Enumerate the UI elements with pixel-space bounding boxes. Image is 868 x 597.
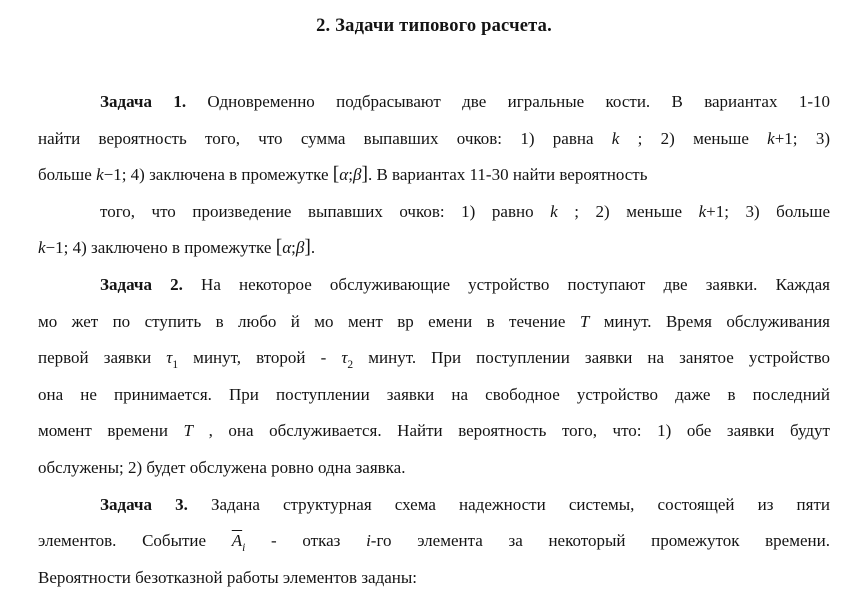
text-segment: -го элемента за некоторый промежуток времени.	[370, 531, 830, 551]
text-line	[38, 194, 830, 231]
math-symbol: 1	[172, 359, 179, 372]
text-segment: минут, второй -	[178, 348, 342, 368]
text-segment: +1; 3) больше	[706, 201, 830, 221]
paragraph	[38, 84, 830, 194]
text-segment: −1; 4) заключено в промежутке	[45, 238, 276, 258]
text-segment: Задача 3.	[100, 494, 188, 514]
math-symbol: $\overline{A}$	[231, 531, 243, 551]
math-symbol: k	[550, 201, 558, 221]
text-segment: Задача 2.	[100, 274, 183, 294]
text-segment: +1; 3)	[774, 128, 830, 148]
text-line	[38, 413, 830, 450]
text-segment: . В вариантах 11-30 найти вероятность	[367, 165, 648, 185]
text-line	[38, 487, 830, 524]
math-symbol: β	[295, 238, 305, 258]
text-line	[38, 84, 830, 121]
text-segment: найти вероятность того, что сумма выпавших очков: 1) равна	[38, 128, 612, 148]
text-line	[38, 340, 830, 377]
text-segment: , она обслуживается. Найти вероятность того, что: 1) обе заявки будут	[192, 421, 830, 441]
math-symbol: k	[96, 165, 104, 185]
text-segment: минут. При поступлении заявки на занятое устройство	[353, 348, 831, 368]
text-segment: .	[310, 238, 316, 258]
text-line	[38, 267, 830, 304]
text-segment: На некоторое обслуживающие устройство поступают две заявки. Каждая	[182, 274, 831, 294]
math-symbol: α	[282, 238, 292, 258]
text-segment: обслужены; 2) будет обслужена ровно одна заявка.	[38, 457, 406, 477]
math-symbol: ]	[304, 237, 311, 259]
text-segment: ;	[348, 165, 353, 185]
text-segment: Одновременно подбрасывают две игральные кости. В вариантах 1-10	[186, 92, 830, 111]
text-segment: того, что произведение выпавших очков: 1) равно	[100, 201, 551, 221]
text-segment: ; 2) меньше	[619, 128, 768, 148]
text-segment: элементов. Событие	[38, 531, 232, 551]
math-symbol: T	[579, 311, 590, 331]
text-line	[38, 377, 830, 414]
text-line	[38, 230, 830, 267]
math-symbol: τ	[341, 348, 348, 368]
math-symbol: i	[366, 531, 371, 551]
math-symbol: [	[275, 237, 283, 259]
math-symbol: k	[611, 128, 620, 148]
text-line	[38, 121, 830, 158]
math-symbol: T	[183, 421, 193, 441]
text-line	[38, 560, 830, 597]
math-symbol: i	[242, 542, 246, 555]
text-segment: Вероятности безотказной работы элементов заданы:	[38, 567, 418, 587]
document-body	[38, 84, 830, 596]
paragraph	[38, 267, 830, 487]
page-title: 2. Задачи типового расчета.	[316, 16, 552, 36]
math-symbol: k	[38, 238, 46, 258]
math-symbol: ]	[361, 164, 368, 186]
text-segment: - отказ	[245, 531, 367, 551]
text-segment: она не принимается. При поступлении заявки на свободное устройство даже в последний	[38, 384, 830, 404]
text-line	[38, 157, 830, 194]
math-symbol: 2	[347, 359, 354, 372]
text-segment: Задача 1.	[100, 92, 187, 111]
text-segment: момент времени	[38, 421, 184, 441]
text-segment: Задана структурная схема надежности системы, состоящей из пяти	[187, 494, 830, 514]
text-segment: первой заявки	[38, 348, 167, 368]
text-segment: ;	[291, 238, 296, 258]
math-symbol: k	[698, 201, 707, 221]
paragraph	[38, 487, 830, 597]
text-segment: −1; 4) заключена в промежутке	[103, 165, 333, 185]
text-line	[38, 450, 830, 487]
text-segment: ; 2) меньше	[557, 201, 699, 221]
text-segment: больше	[38, 165, 97, 185]
math-symbol: α	[339, 165, 349, 185]
paragraph	[38, 194, 830, 267]
text-segment: минут. Время обслуживания	[589, 311, 830, 331]
text-segment: мо жет по ступить в любо й мо мент вр емени в течение	[38, 311, 580, 331]
math-symbol: [	[332, 164, 340, 186]
math-symbol: k	[767, 128, 775, 148]
math-symbol: τ	[166, 348, 173, 368]
text-line	[38, 304, 830, 341]
text-line	[38, 523, 830, 560]
math-symbol: β	[352, 165, 362, 185]
